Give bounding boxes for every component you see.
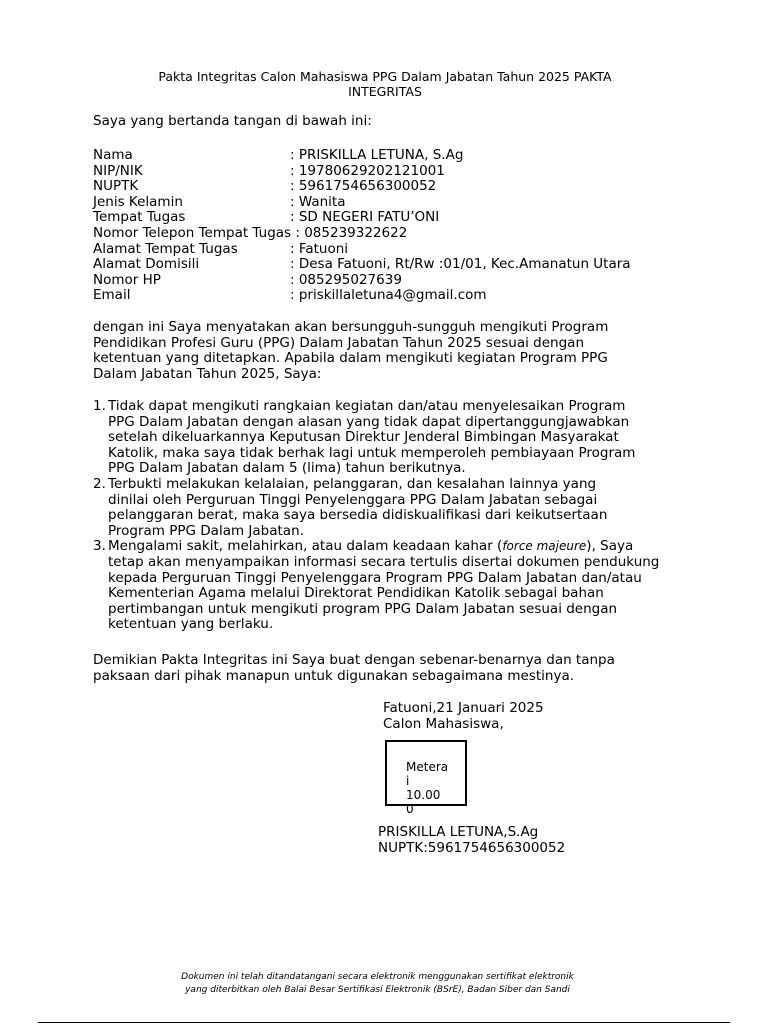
identity-row-nip xyxy=(93,164,693,180)
stamp-box xyxy=(385,740,467,816)
list-item-emphasis: force majeure xyxy=(502,539,587,554)
identity-label: Tempat Tugas xyxy=(93,209,186,226)
identity-row-email xyxy=(93,288,693,304)
list-item xyxy=(93,477,663,539)
identity-value: : 19780629202121001 xyxy=(290,162,445,179)
identity-row-name xyxy=(93,148,693,164)
list-item-first-line xyxy=(108,539,663,555)
identity-row-nuptk xyxy=(93,179,693,195)
list-number: 2. xyxy=(93,475,106,492)
identity-value: : 085295027639 xyxy=(290,271,402,288)
identity-label: Nomor Telepon Tempat Tugas xyxy=(93,224,292,241)
list-item-text: PPG Dalam Jabatan dengan alasan yang tidak dapat dipertanggungjawabkan setelah dikeluarkannya Keputusan Direktur Jenderal Bimbingan Masyarakat Katolik, maka saya tidak berhak lagi untuk memperoleh pembiayaan Program PPG Dalam Jabatan dalam 5 (lima) tahun berikutnya. xyxy=(108,413,636,477)
identity-value: : SD NEGERI FATU’ONI xyxy=(290,209,440,226)
identity-label: Nomor HP xyxy=(93,271,161,288)
identity-label: Email xyxy=(93,287,131,304)
stamp-text: 10.00 xyxy=(406,788,441,802)
identity-value: : Desa Fatuoni, Rt/Rw :01/01, Kec.Amanatun Utara xyxy=(290,256,631,273)
stamp-text: i xyxy=(406,774,410,788)
signature-header xyxy=(383,701,544,732)
identity-label: Nama xyxy=(93,147,133,163)
identity-row-phone xyxy=(93,273,693,289)
place-date: Fatuoni,21 Januari 2025 xyxy=(383,700,544,716)
list-number: 3. xyxy=(93,538,106,555)
list-item xyxy=(93,399,663,477)
list-item-text: dinilai oleh Perguruan Tinggi Penyelenggara PPG Dalam Jabatan sebagai pelanggaran berat, maka saya bersedia didiskualifikasi dari keikutsertaan Program PPG Dalam Jabatan. xyxy=(108,491,608,539)
identity-value: : 085239322622 xyxy=(291,224,408,241)
identity-row-gender xyxy=(93,195,693,211)
identity-label: Alamat Tempat Tugas xyxy=(93,240,238,257)
list-item-text: tetap akan menyampaikan informasi secara tertulis disertai dokumen pendukung kepada Perguruan Tinggi Penyelenggara Program PPG Dalam Jabatan dan/atau Kementerian Agama melalui Direktorat Pendidikan Katolik sebagai bahan pertimbangan untuk mengikuti program PPG Dalam Jabatan sesuai dengan ketentuan yang berlaku. xyxy=(108,553,660,633)
footer-line: Dokumen ini telah ditandatangani secara elektronik menggunakan sertifikat elektronik xyxy=(181,972,574,982)
commitment-list xyxy=(93,399,663,633)
document-title: Pakta Integritas Calon Mahasiswa PPG Dalam Jabatan Tahun 2025 PAKTA INTEGRITAS xyxy=(158,69,612,99)
identity-table xyxy=(93,148,693,304)
identity-label: Jenis Kelamin xyxy=(93,193,183,210)
electronic-signature-note xyxy=(165,971,590,997)
stamp-text: 0 xyxy=(406,802,414,816)
identity-value: : Fatuoni xyxy=(290,240,349,257)
intro-text: Saya yang bertanda tangan di bawah ini: xyxy=(93,113,372,129)
closing-paragraph: Demikian Pakta Integritas ini Saya buat dengan sebenar-benarnya dan tanpa paksaan dari pihak manapun untuk digunakan sebagaimana mestinya. xyxy=(93,652,615,684)
footer-divider xyxy=(38,1022,730,1023)
stamp-text: Metera xyxy=(406,760,449,774)
identity-row-workplace xyxy=(93,210,693,226)
list-item-text-part: ), Saya xyxy=(586,538,634,555)
list-item-text-part: Mengalami sakit, melahirkan, atau dalam keadaan kahar ( xyxy=(108,538,503,555)
identity-row-workplace-phone xyxy=(93,226,693,242)
identity-value: : 5961754656300052 xyxy=(290,178,437,195)
identity-label: Alamat Domisili xyxy=(93,256,200,273)
list-item xyxy=(93,539,663,633)
identity-label: NIP/NIK xyxy=(93,162,143,179)
identity-value: : priskillaletuna4@gmail.com xyxy=(290,287,487,304)
identity-row-workplace-address xyxy=(93,242,693,258)
identity-value: : Wanita xyxy=(290,193,346,210)
list-number: 1. xyxy=(93,398,106,414)
statement-paragraph: dengan ini Saya menyatakan akan bersungguh-sungguh mengikuti Program Pendidikan Profesi Guru (PPG) Dalam Jabatan Tahun 2025 sesuai dengan ketentuan yang ditetapkan. Apabila dalam mengikuti kegiatan Program PPG Dalam Jabatan Tahun 2025, Saya: xyxy=(93,319,609,382)
identity-label: NUPTK xyxy=(93,178,139,195)
list-item-first-line: Terbukti melakukan kelalaian, pelanggaran, dan kesalahan lainnya yang xyxy=(108,475,597,492)
list-item-first-line: Tidak dapat mengikuti rangkaian kegiatan dan/atau menyelesaikan Program xyxy=(108,398,626,414)
signer-block xyxy=(378,825,565,856)
identity-row-home-address xyxy=(93,257,693,273)
signer-name: PRISKILLA LETUNA,S.Ag xyxy=(378,824,539,840)
footer-line: yang diterbitkan oleh Balai Besar Sertifikasi Elektronik (BSrE), Badan Siber dan Sandi xyxy=(185,985,570,995)
signer-nuptk: NUPTK:5961754656300052 xyxy=(378,839,566,856)
signer-role: Calon Mahasiswa, xyxy=(383,715,504,732)
identity-value: : PRISKILLA LETUNA, S.Ag xyxy=(290,147,464,163)
